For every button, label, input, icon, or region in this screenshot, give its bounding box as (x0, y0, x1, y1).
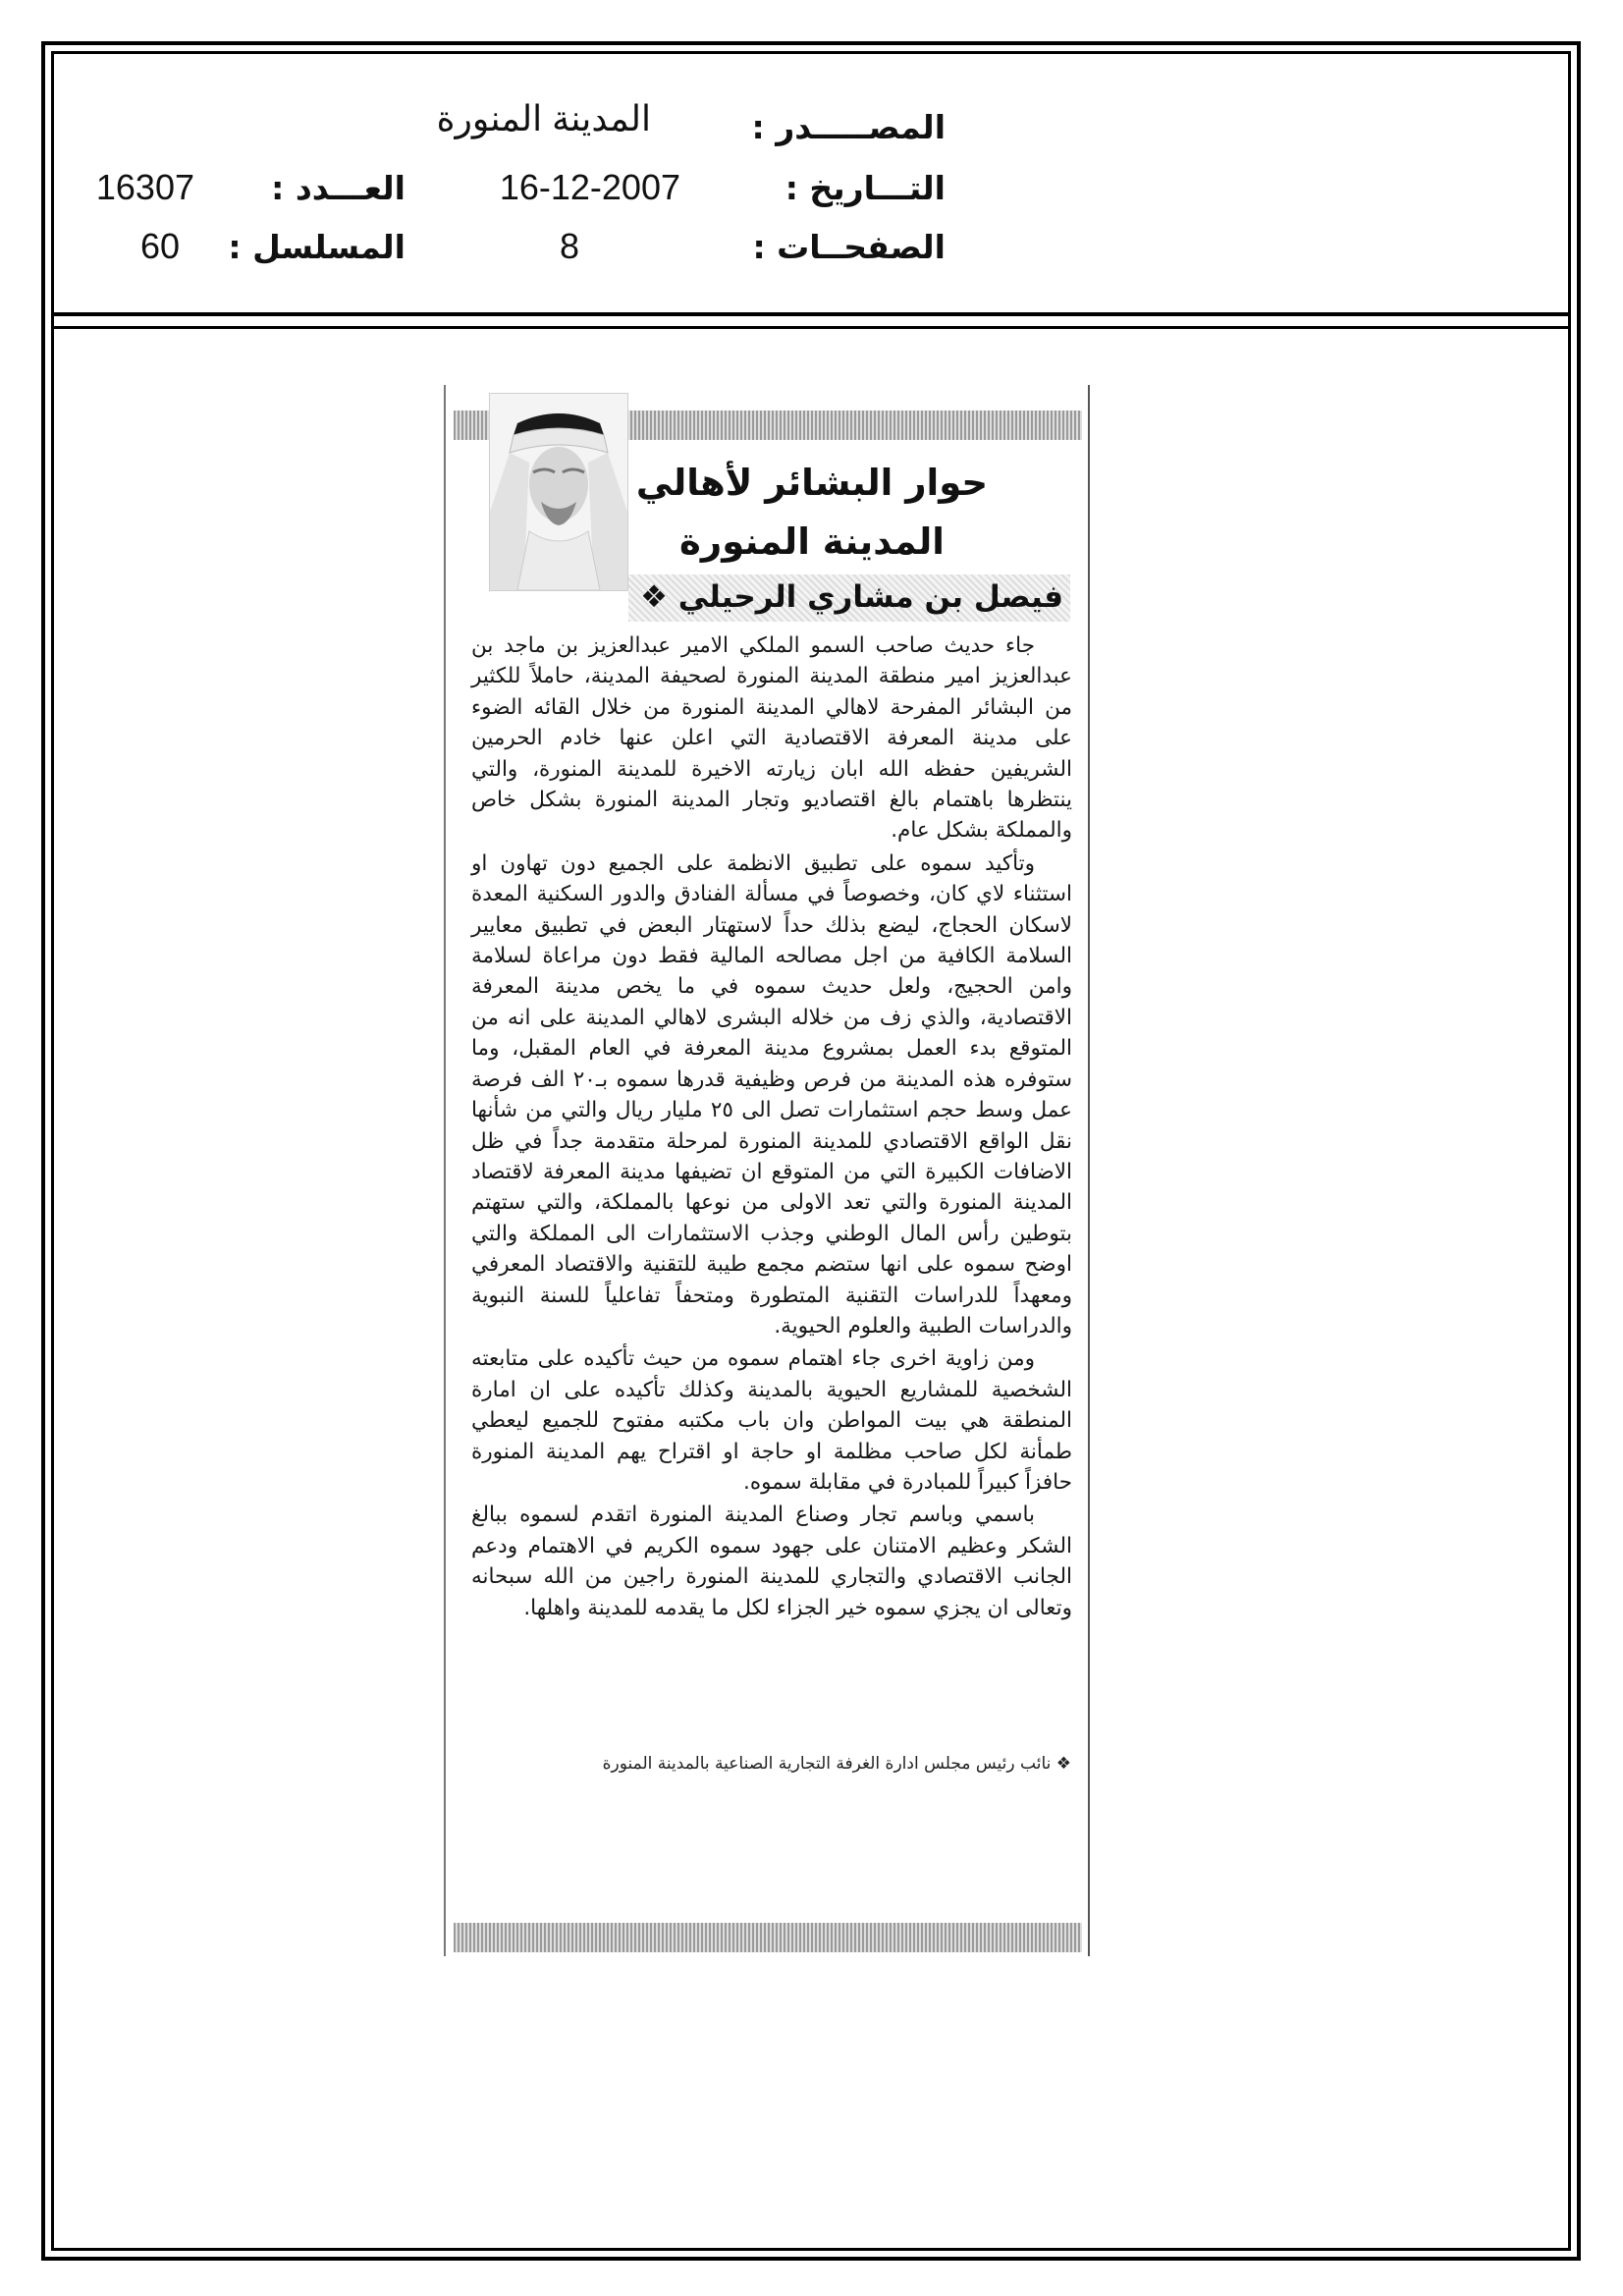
clipping-edge-right (1088, 385, 1090, 1956)
issue-label: العـــدد : (271, 169, 406, 207)
clipping-bottom-ornament (454, 1923, 1082, 1952)
article-paragraph-4: باسمي وباسم تجار وصناع المدينة المنورة اتقدم لسموه ببالغ الشكر وعظيم الامتنان على جهود سموه الكريم في الاهتمام ودعم الجانب الاقتصادي والتجاري للمدينة المنورة راجين من الله سبحانه وتعالى ان يجزي سموه خير الجزاء لكل ما يقدمه للمدينة واهلها. (471, 1503, 1072, 1620)
serial-value: 60 (139, 226, 180, 266)
source-label: المصـــــدر : (751, 108, 946, 146)
header-divider-bottom (51, 326, 1571, 329)
clipping-edge-left (444, 385, 446, 1956)
article-body (471, 630, 1072, 1623)
pages-value: 8 (559, 226, 579, 266)
issue-value: 16307 (95, 167, 194, 207)
pages-label: الصفحــات : (752, 228, 946, 266)
date-value: 16-12-2007 (499, 167, 680, 207)
article-paragraph-1: جاء حديث صاحب السمو الملكي الامير عبدالعزيز بن ماجد بن عبدالعزيز امير منطقة المدينة المنورة لصحيفة المدينة، حاملاً للكثير من البشائر المفرحة لاهالي المدينة المنورة من خلال القائه الضوء على مدينة المعرفة الاقتصادية التي اعلن عنها خادم الحرمين الشريفين حفظه الله ابان زيارته الاخيرة للمدينة المنورة، والتي ينتظرها باهتمام بالغ اقتصاديو وتجار المدينة المنورة بشكل خاص والمملكة بشكل عام. (471, 633, 1072, 844)
date-label: التـــاريخ : (784, 169, 946, 207)
article-paragraph-3: ومن زاوية اخرى جاء اهتمام سموه من حيث تأكيده على متابعته الشخصية للمشاريع الحيوية بالمدينة وكذلك تأكيده على ان امارة المنطقة هي بيت المواطن وان باب مكتبه مفتوح للجميع ليعطي طمأنة لكل صاحب مظلمة او حاجة او اقتراح يهم المدينة المنورة حافزاً كبيراً للمبادرة في مقابلة سموه. (471, 1346, 1072, 1495)
author-footnote: ❖ نائب رئيس مجلس ادارة الغرفة التجارية الصناعية بالمدينة المنورة (602, 1754, 1071, 1774)
serial-label: المسلسل : (228, 228, 406, 266)
header-divider-top (51, 312, 1571, 316)
article-title-line2: المدينة المنورة (679, 520, 945, 563)
source-value: المدينة المنورة (436, 98, 651, 138)
article-paragraph-2: وتأكيد سموه على تطبيق الانظمة على الجميع دون تهاون او استثناء لاي كان، وخصوصاً في مسألة الفنادق والدور السكنية المعدة لاسكان الحجاج، ليضع بذلك حداً لاستهتار البعض في تطبيق معايير السلامة الكافية من اجل مصالحه المالية فقط دون مراعاة لسلامة وامن الحجيج، ولعل حديث سموه في ما يخص مدينة المعرفة الاقتصادية، والذي زف من خلاله البشرى لاهالي المدينة على انه من المتوقع بدء العمل بمشروع مدينة المعرفة في العام المقبل، وما ستوفره هذه المدينة من فرص وظيفية قدرها سموه بـ٢٠ الف فرصة عمل وسط حجم استثمارات تصل الى ٢٥ مليار ريال والتي من شأنها نقل الواقع الاقتصادي للمدينة المنورة لمرحلة متقدمة جداً في ظل الاضافات الكبيرة التي من المتوقع ان تضيفها مدينة المعرفة لاقتصاد المدينة المنورة والتي تعد الاولى من نوعها بالمملكة، والتي ستهتم بتوطين رأس المال الوطني وجذب الاستثمارات الى المملكة والتي اوضح سموه على انها ستضم مجمع طيبة للتقنية والاقتصاد المعرفي ومعهداً للدراسات التقنية المتطورة ومتحفاً تفاعلياً للسنة النبوية والدراسات الطبية والعلوم الحيوية. (471, 850, 1072, 1339)
article-title-line1: حوار البشائر لأهالي (635, 462, 989, 504)
article-byline: فيصل بن مشاري الرحيلي ❖ (640, 579, 1063, 615)
